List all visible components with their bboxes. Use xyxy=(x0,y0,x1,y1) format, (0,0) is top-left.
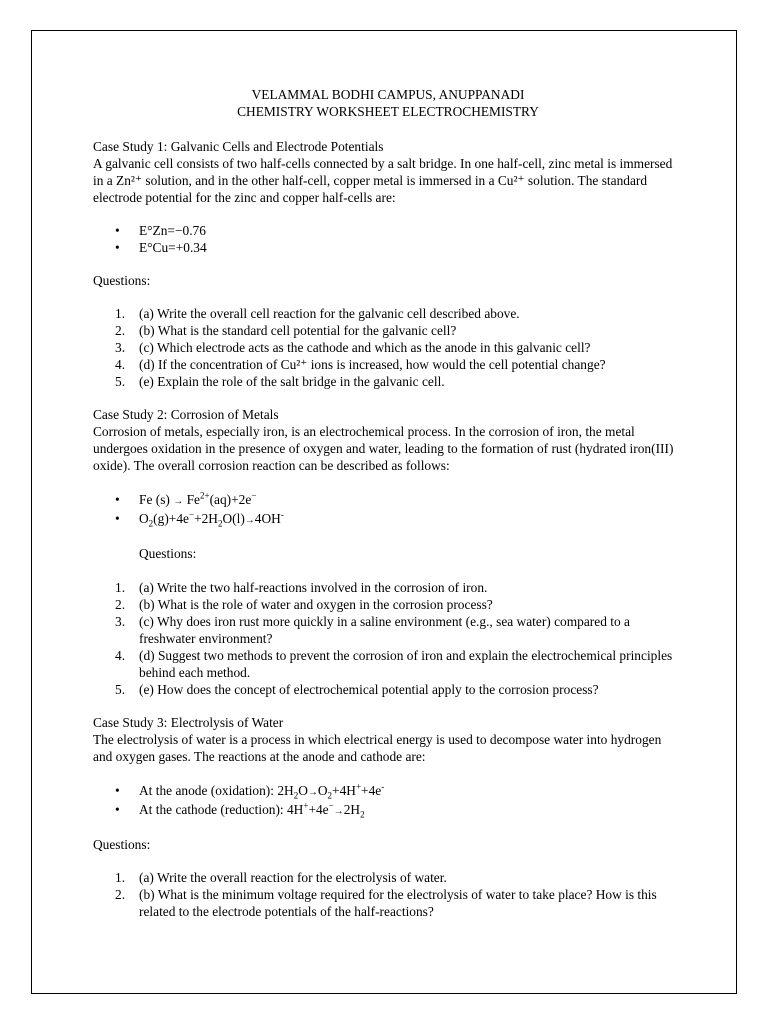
question-item: 2. (b) What is the minimum voltage required for the electrolysis of water to take place? How is this related to the electrode potentials of the half-reactions? xyxy=(115,887,657,919)
case1-heading: Case Study 1: Galvanic Cells and Electrode Potentials xyxy=(93,139,384,154)
case1-intro: A galvanic cell consists of two half-cells connected by a salt bridge. In one half-cell, zinc metal is immersed in a Zn²⁺ solution, and in the other half-cell, copper metal is immersed in a Cu²⁺ solution. The standard electrode potential for the zinc and copper half-cells are: xyxy=(93,156,673,205)
case1-questions-label: Questions: xyxy=(93,273,151,288)
case3-questions xyxy=(93,869,683,920)
case3-equations xyxy=(93,782,683,820)
question-item: 3. (c) Which electrode acts as the cathode and which as the anode in this galvanic cell? xyxy=(115,340,591,355)
question-item: 3. (c) Why does iron rust more quickly in a saline environment (e.g., sea water) compared to a freshwater environment? xyxy=(115,614,630,646)
list-item: • E°Cu=+0.34 xyxy=(93,239,683,256)
list-item: • E°Zn=−0.76 xyxy=(93,222,683,239)
case2-heading: Case Study 2: Corrosion of Metals xyxy=(93,407,279,422)
school-name: VELAMMAL BODHI CAMPUS, ANUPPANADI xyxy=(251,87,525,102)
question-item: 2. (b) What is the standard cell potential for the galvanic cell? xyxy=(115,323,457,338)
equation-anode: • At the anode (oxidation): $2H_2O\to O_2+4H^++4e^-$ xyxy=(93,782,683,801)
question-item: 4. (d) Suggest two methods to prevent the corrosion of iron and explain the electrochemical principles behind each method. xyxy=(115,648,673,680)
case2-questions xyxy=(93,579,683,698)
case2-equations xyxy=(93,491,683,529)
case1-potentials xyxy=(93,222,683,256)
equation-oxygen-reduction: • $O_2(g)+4e^-+2H_2O(l)\to 4OH^-$ xyxy=(93,510,683,529)
equation-iron-oxidation: • Fe $(s) \to Fe^{2+}(aq)+2e^-$ xyxy=(93,491,683,510)
worksheet-title: CHEMISTRY WORKSHEET ELECTROCHEMISTRY xyxy=(237,104,539,119)
question-item: 2. (b) What is the role of water and oxygen in the corrosion process? xyxy=(115,597,493,612)
case2-questions-label: Questions: xyxy=(139,546,197,561)
worksheet-content xyxy=(93,86,683,920)
case1-questions xyxy=(93,305,683,390)
question-item: 1. (a) Write the overall reaction for the electrolysis of water. xyxy=(115,870,447,885)
case2-intro: Corrosion of metals, especially iron, is an electrochemical process. In the corrosion of iron, the metal undergoes oxidation in the presence of oxygen and water, leading to the formation of rust (hydrated iron(III) oxide). The overall corrosion reaction can be described as follows: xyxy=(93,424,674,473)
question-item: 5. (e) How does the concept of electrochemical potential apply to the corrosion process? xyxy=(115,682,599,697)
equation-cathode: • At the cathode (reduction): $4H^++4e^-\to 2H_2$ xyxy=(93,801,683,820)
question-item: 4. (d) If the concentration of Cu²⁺ ions is increased, how would the cell potential change? xyxy=(115,357,606,372)
case3-intro: The electrolysis of water is a process in which electrical energy is used to decompose water into hydrogen and oxygen gases. The reactions at the anode and cathode are: xyxy=(93,732,662,764)
case3-questions-label: Questions: xyxy=(93,837,151,852)
question-item: 1. (a) Write the two half-reactions involved in the corrosion of iron. xyxy=(115,580,488,595)
case3-heading: Case Study 3: Electrolysis of Water xyxy=(93,715,284,730)
question-item: 1. (a) Write the overall cell reaction for the galvanic cell described above. xyxy=(115,306,520,321)
question-item: 5. (e) Explain the role of the salt bridge in the galvanic cell. xyxy=(115,374,445,389)
